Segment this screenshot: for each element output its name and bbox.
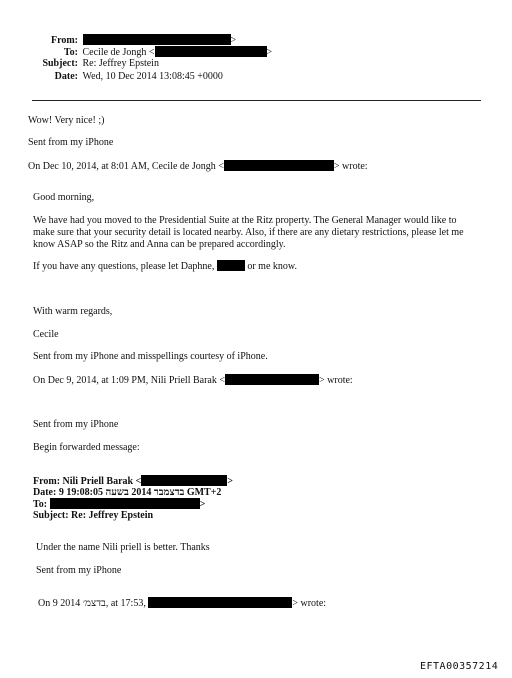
quote-header-3-end: > wrote: xyxy=(292,598,327,609)
redacted-email-2 xyxy=(225,374,319,385)
bracket-close: > xyxy=(199,499,206,510)
bracket-close: > xyxy=(227,476,233,487)
header-date-row xyxy=(40,71,223,83)
fwd-date-row: Date: 9 בדצמבר 2014 בשעה 19:08:05 GMT+2 xyxy=(33,487,222,498)
signature: Cecile xyxy=(33,329,59,340)
bracket-close: > xyxy=(230,35,237,46)
fwd-subject-row: Subject: Re: Jeffrey Epstein xyxy=(33,510,154,521)
bracket-close: > xyxy=(266,47,273,58)
header-divider xyxy=(32,100,481,101)
to-label: To: xyxy=(63,47,78,58)
date-label: Date: xyxy=(54,71,78,82)
quote-header-1-end: > wrote: xyxy=(333,161,368,172)
quote-header-2 xyxy=(33,374,353,387)
redacted-fwd-from xyxy=(141,475,227,486)
redacted-to-address xyxy=(155,46,267,57)
from-label: From: xyxy=(50,35,78,46)
bates-number: EFTA00357214 xyxy=(420,661,499,672)
quote-header-2-end: > wrote: xyxy=(319,375,353,386)
redacted-from-address xyxy=(83,34,231,45)
quote-header-3-text: On 9 בדצמ׳ 2014, at 17:53, xyxy=(38,598,146,609)
quote-header-1-text: On Dec 10, 2014, at 8:01 AM, Cecile de Jongh < xyxy=(28,161,224,172)
fwd-to-label: To: xyxy=(33,499,48,510)
fwd-from-text: From: Nili Priell Barak < xyxy=(33,476,142,487)
subject-label: Subject: xyxy=(42,58,78,69)
begin-forwarded: Begin forwarded message: xyxy=(33,442,140,453)
para2-end: or me know. xyxy=(247,261,297,272)
header-subject-row xyxy=(40,58,159,70)
redacted-email xyxy=(224,160,334,171)
redacted-fwd-to xyxy=(50,498,200,509)
reply-text: Wow! Very nice! ;) xyxy=(28,115,105,126)
sent-from-iphone: Sent from my iPhone xyxy=(28,137,114,148)
sent-from-iphone-2: Sent from my iPhone and misspellings courtesy of iPhone. xyxy=(33,351,268,362)
subject-value: Re: Jeffrey Epstein xyxy=(82,58,159,69)
body-paragraph: We have had you moved to the Presidential Suite at the Ritz property. The General Manager would like to make sure that your security detail is located nearby. Also, if there are any dietary restrictions, please let me know ASAP so the Ritz and Anna can be prepared accordingly. xyxy=(33,215,464,250)
quote-header-3 xyxy=(38,597,326,610)
tail-message: Under the name Nili priell is better. Thanks xyxy=(36,542,210,553)
sent-from-iphone-3: Sent from my iPhone xyxy=(33,419,119,430)
to-value: Cecile de Jongh < xyxy=(82,47,155,58)
redacted-email-3 xyxy=(148,597,292,608)
para2-text: If you have any questions, please let Daphne, xyxy=(33,261,215,272)
quote-header-1 xyxy=(28,160,368,173)
greeting: Good morning, xyxy=(33,192,95,203)
body-paragraph-2 xyxy=(33,260,297,273)
date-value: Wed, 10 Dec 2014 13:08:45 +0000 xyxy=(82,71,223,82)
closing-regards: With warm regards, xyxy=(33,306,113,317)
sent-from-iphone-4: Sent from my iPhone xyxy=(36,565,122,576)
quote-header-2-text: On Dec 9, 2014, at 1:09 PM, Nili Priell Barak < xyxy=(33,375,226,386)
redacted-name xyxy=(217,260,245,271)
